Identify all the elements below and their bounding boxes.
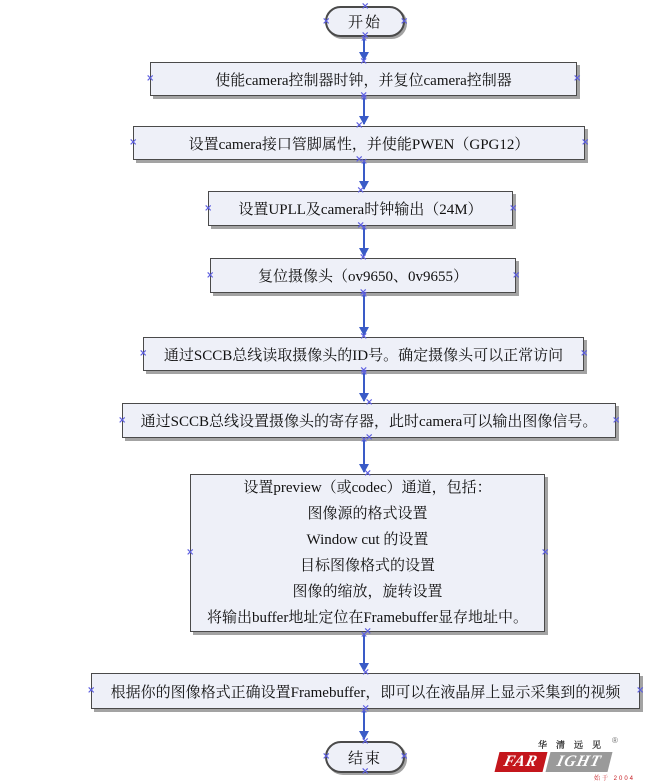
anchor-handle-icon: [146, 75, 154, 83]
flow-step-set-upll-clock[interactable]: [208, 191, 513, 226]
anchor-handle-icon: [580, 350, 588, 358]
step-line: Window cut 的设置: [306, 532, 429, 548]
anchor-handle-icon: [612, 417, 620, 425]
anchor-handle-icon: [204, 205, 212, 213]
step-text: 复位摄像头（ov9650、0v9655）: [257, 269, 468, 285]
step-line: 图像的缩放，旋转设置: [292, 584, 443, 600]
anchor-handle-icon: [400, 753, 408, 761]
flow-connector[interactable]: [363, 635, 365, 671]
flow-step-read-sensor-id[interactable]: [143, 337, 584, 371]
flow-connector[interactable]: [363, 373, 365, 401]
flow-step-configure-channel[interactable]: [190, 474, 545, 632]
step-line: 将输出buffer地址定位在Framebuffer显存地址中。: [206, 610, 529, 626]
anchor-handle-icon: [361, 3, 369, 11]
logo-wordmark: [497, 752, 649, 772]
step-line: 设置preview（或codec）通道，包括：: [243, 480, 492, 496]
anchor-handle-icon: [87, 687, 95, 695]
flow-step-reset-sensor[interactable]: [210, 258, 516, 293]
step-text: 通过SCCB总线读取摄像头的ID号。确定摄像头可以正常访问: [163, 347, 564, 364]
logo-far-block: FAR: [495, 752, 548, 772]
anchor-handle-icon: [512, 272, 520, 280]
anchor-handle-icon: [541, 549, 549, 557]
flow-connector[interactable]: [363, 98, 365, 124]
flow-connector[interactable]: [363, 295, 365, 335]
step-text: 根据你的图像格式正确设置Framebuffer，即可以在液晶屏上显示采集到的视频: [110, 684, 621, 701]
node-start-terminator[interactable]: [325, 6, 405, 37]
anchor-handle-icon: [400, 18, 408, 26]
step-text: 使能camera控制器时钟，并复位camera控制器: [215, 72, 512, 89]
anchor-handle-icon: [636, 687, 644, 695]
anchor-handle-icon: [322, 18, 330, 26]
anchor-handle-icon: [186, 549, 194, 557]
anchor-handle-icon: [322, 753, 330, 761]
anchor-handle-icon: [573, 75, 581, 83]
flow-connector[interactable]: [363, 39, 365, 60]
flow-step-enable-camera-clock[interactable]: [150, 62, 577, 96]
step-text: 设置UPLL及camera时钟输出（24M）: [238, 202, 483, 218]
anchor-handle-icon: [129, 139, 137, 147]
flow-connector[interactable]: [363, 711, 365, 739]
anchor-handle-icon: [581, 139, 589, 147]
step-line: 目标图像格式的设置: [299, 558, 435, 574]
anchor-handle-icon: [118, 417, 126, 425]
anchor-handle-icon: [361, 768, 369, 776]
anchor-handle-icon: [206, 272, 214, 280]
step-line: 图像源的格式设置: [307, 506, 428, 522]
start-label: 开始: [347, 15, 382, 31]
flow-step-set-framebuffer[interactable]: [91, 673, 640, 709]
flow-step-set-sensor-registers[interactable]: [122, 403, 616, 438]
anchor-handle-icon: [139, 350, 147, 358]
anchor-handle-icon: [509, 205, 517, 213]
step-text: 通过SCCB总线设置摄像头的寄存器，此时camera可以输出图像信号。: [140, 414, 598, 430]
step-text: 设置camera接口管脚属性，并使能PWEN（GPG12）: [188, 136, 530, 153]
farsight-logo: [497, 738, 649, 782]
logo-chinese-name: 华清远见: [538, 740, 611, 750]
flow-connector[interactable]: [363, 162, 365, 189]
logo-ight-block: IGHT: [545, 752, 612, 772]
flow-step-set-pin-pwen[interactable]: [133, 126, 585, 160]
end-label: 结束: [347, 750, 382, 767]
flow-connector[interactable]: [363, 228, 365, 256]
registered-mark-icon: ®: [612, 736, 618, 745]
logo-tagline: 始于 2004: [593, 776, 635, 782]
node-end-terminator[interactable]: [325, 741, 405, 773]
flow-connector[interactable]: [363, 440, 365, 472]
